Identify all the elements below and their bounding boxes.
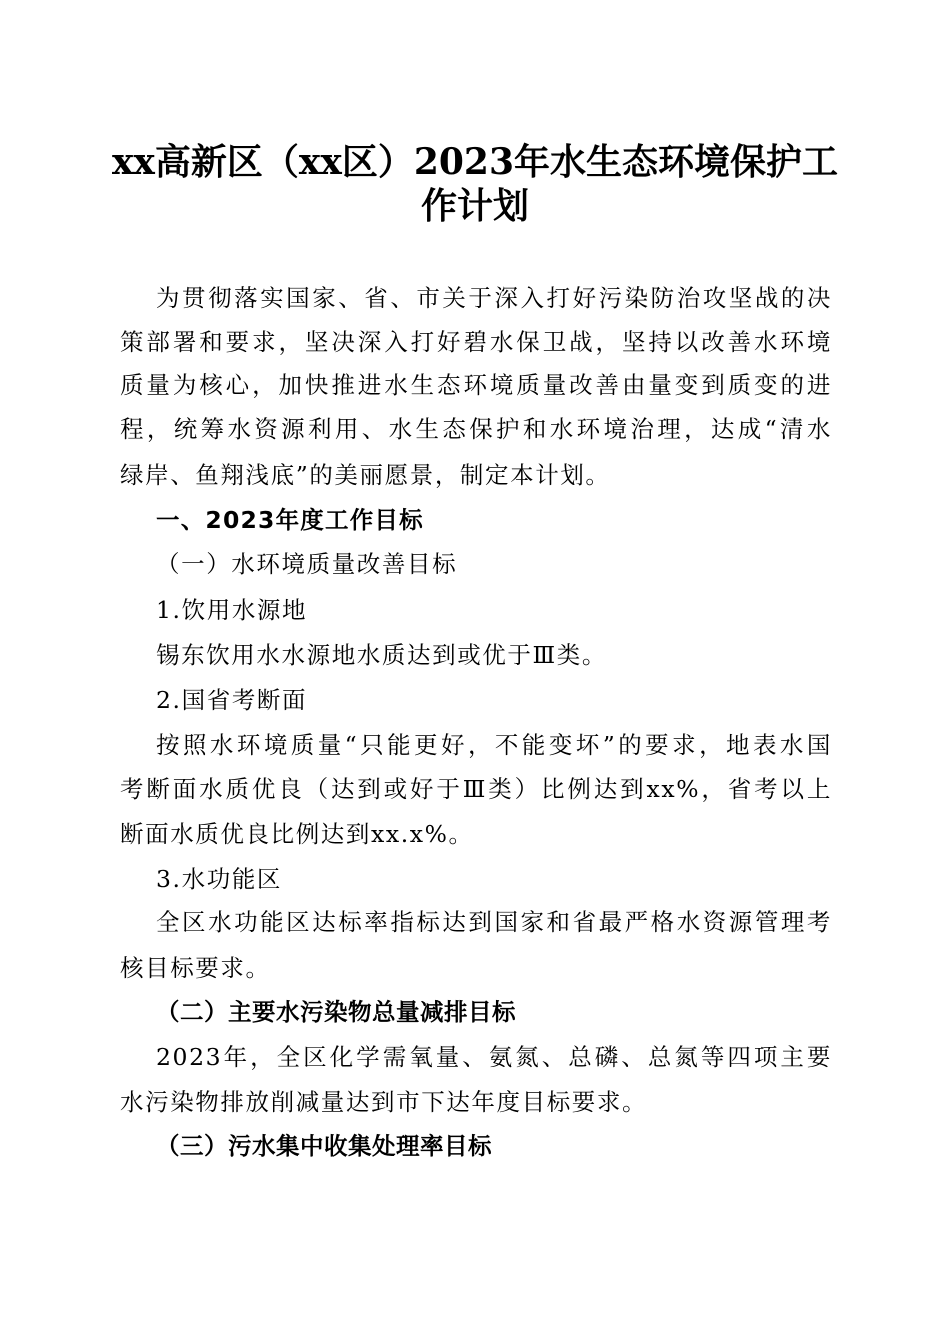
intro-paragraph-line: 策部署和要求，坚决深入打好碧水保卫战，坚持以改善水环境 [120,328,832,356]
item-3-heading: 3.水功能区 [156,865,283,893]
document-title-line-2: 作计划 [420,185,529,227]
item-2-text-line: 按照水环境质量“只能更好，不能变坏”的要求，地表水国 [156,731,832,759]
section-1-heading: 一、2023年度工作目标 [156,506,424,534]
item-3-text-line: 核目标要求。 [120,954,271,982]
intro-paragraph-line: 为贯彻落实国家、省、市关于深入打好污染防治攻坚战的决 [156,284,832,312]
item-3-text-line: 全区水功能区达标率指标达到国家和省最严格水资源管理考 [156,908,832,936]
item-1-heading: 1.饮用水源地 [156,596,308,624]
subsection-1-heading: （一）水环境质量改善目标 [156,550,458,578]
intro-paragraph-line: 质量为核心，加快推进水生态环境质量改善由量变到质变的进 [120,371,832,399]
item-2-heading: 2.国省考断面 [156,686,308,714]
intro-paragraph-line: 绿岸、鱼翔浅底”的美丽愿景，制定本计划。 [120,461,611,489]
item-2-text-line: 断面水质优良比例达到xx.x%。 [120,820,474,848]
intro-paragraph-line: 程，统筹水资源利用、水生态保护和水环境治理，达成“清水 [120,415,832,443]
item-2-text-line: 考断面水质优良（达到或好于Ⅲ类）比例达到xx%，省考以上 [120,775,832,803]
subsection-2-text-line: 水污染物排放削减量达到市下达年度目标要求。 [120,1088,648,1116]
subsection-3-heading: （三）污水集中收集处理率目标 [156,1132,492,1160]
subsection-2-heading: （二）主要水污染物总量减排目标 [156,998,516,1026]
document-title-line-1: xx高新区（xx区）2023年水生态环境保护工 [111,141,839,183]
item-1-text: 锡东饮用水水源地水质达到或优于Ⅲ类。 [156,641,607,669]
subsection-2-text-line: 2023年，全区化学需氧量、氨氮、总磷、总氮等四项主要 [156,1043,832,1071]
